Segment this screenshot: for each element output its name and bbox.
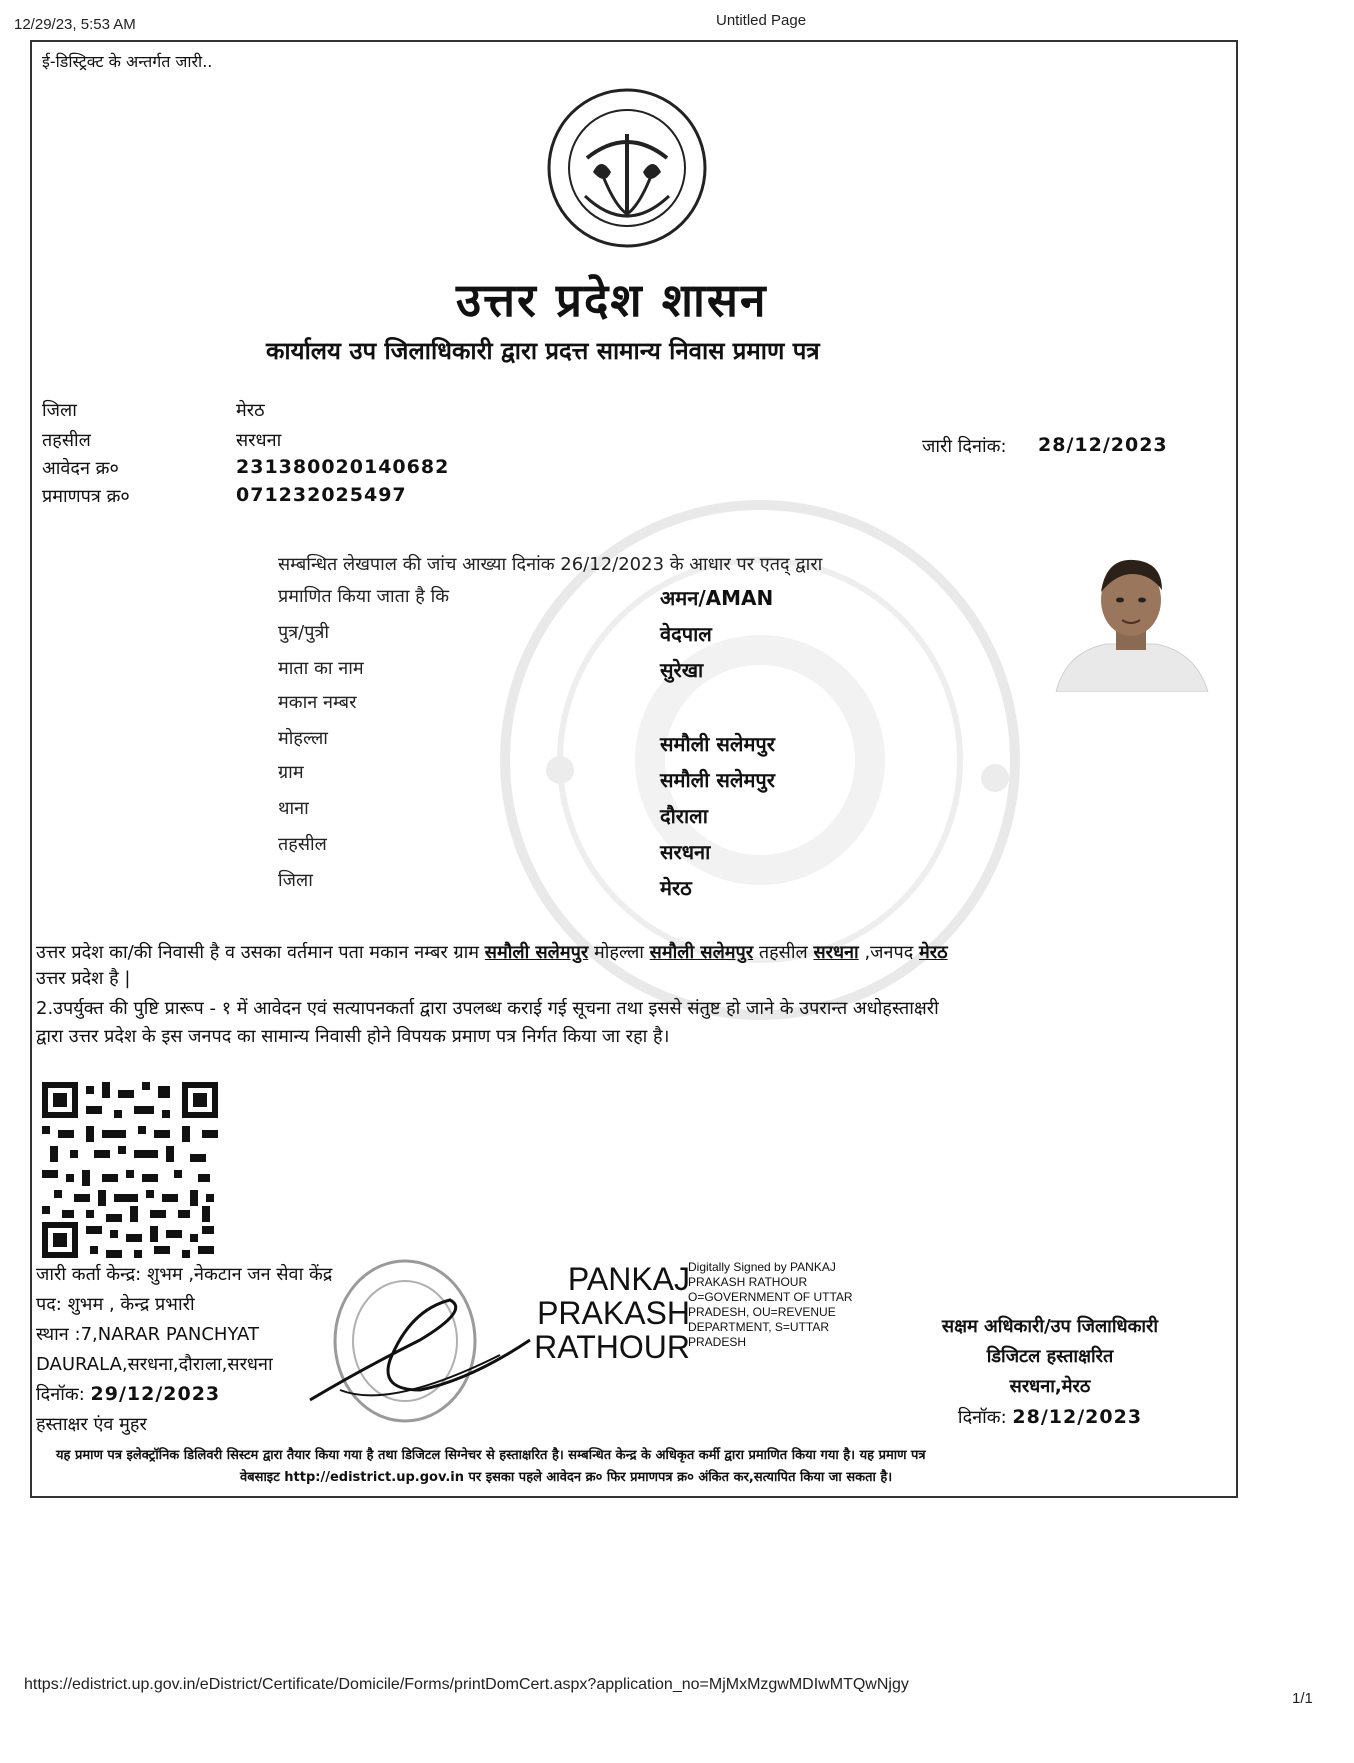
residence-line-1 (36, 940, 948, 966)
confirmation-line-2: द्वारा उत्तर प्रदेश के इस जनपद का सामान्य निवासी होने विपयक प्रमाण पत्र निर्गत किया जा रहा है। (36, 1026, 670, 1047)
footer-note-line-1: यह प्रमाण पत्र इलेक्ट्रॉनिक डिलिवरी सिस्टम द्वारा तैयार किया गया है तथा डिजिटल सिग्नेचर से हस्ताक्षरित है। सम्बन्धित केन्द्र के अधिकृत कर्मी द्वारा प्रमाणित किया गया है। यह प्रमाण पत्र (56, 1448, 926, 1463)
authority-line-2: डिजिटल हस्ताक्षरित (986, 1346, 1114, 1367)
print-datetime: 12/29/23, 5:53 AM (14, 16, 136, 33)
issuing-center-date-value: 29/12/2023 (90, 1383, 221, 1405)
issuing-center-date (36, 1382, 220, 1406)
residence-text-2: मोहल्ला (593, 942, 644, 963)
tehsil-label: तहसील (42, 430, 91, 451)
confirmation-line-1: 2.उपर्युक्त की पुष्टि प्रारूप - १ में आवेदन एवं सत्यापनकर्ता द्वारा उपलब्ध कराई गई सूचना तथा इससे संतुष्ट हो जाने के उपरान्त अधोहस्ताक्षरी (36, 998, 939, 1019)
field-label-mother: माता का नाम (278, 658, 364, 679)
signature-name-line-2: PRAKASH (537, 1295, 690, 1331)
field-label-certified: प्रमाणित किया जाता है कि (278, 586, 450, 607)
up-government-emblem-icon (545, 86, 709, 250)
footer-note-line-2: वेबसाइट http://edistrict.up.gov.in पर इसका पहले आवेदन क्र० फिर प्रमाणपत्र क्र० अंकित कर,सत्यापित किया जा सकता है। (240, 1470, 893, 1485)
digital-signature-details (688, 1260, 853, 1350)
signature-detail-line-1: Digitally Signed by PANKAJ (688, 1260, 836, 1274)
issuing-center-line-4: DAURALA,सरधना,दौराला,सरधना (36, 1354, 273, 1375)
print-page-number: 1/1 (1292, 1690, 1313, 1707)
intro-line: सम्बन्धित लेखपाल की जांच आख्या दिनांक 26/12/2023 के आधार पर एतद् द्वारा (278, 554, 823, 575)
issuing-center-line-1: जारी कर्ता केन्द्र: शुभम ,नेकटान जन सेवा केंद्र (36, 1264, 333, 1285)
authority-date (900, 1402, 1200, 1433)
field-value-tehsil: सरधना (660, 840, 711, 864)
field-label-police-station: थाना (278, 798, 309, 819)
field-label-village: ग्राम (278, 762, 304, 783)
district-value: मेरठ (236, 400, 265, 421)
signature-name-line-1: PANKAJ (567, 1261, 690, 1297)
tehsil-value: सरधना (236, 430, 282, 451)
field-value-district: मेरठ (660, 876, 692, 900)
field-label-house: मकान नम्बर (278, 692, 357, 713)
application-no-value: 231380020140682 (236, 456, 450, 478)
certificate-title: उत्तर प्रदेश शासन (456, 273, 768, 327)
signature-detail-line-5: DEPARTMENT, S=UTTAR (688, 1320, 830, 1334)
qr-code-icon (42, 1082, 218, 1258)
issuing-center-line-2: पद: शुभम , केन्द्र प्रभारी (36, 1294, 195, 1315)
residence-text-3: तहसील (758, 942, 808, 963)
authority-line-3: सरधना,मेरठ (1009, 1376, 1091, 1397)
issuing-center-sign-label: हस्ताक्षर एंव मुहर (36, 1414, 147, 1435)
residence-line-2: उत्तर प्रदेश है | (36, 968, 131, 989)
field-value-police-station: दौराला (660, 804, 708, 828)
issued-under-text: ई-डिस्ट्रिक्ट के अन्तर्गत जारी.. (42, 52, 213, 71)
field-value-village: समौली सलेमपुर (660, 768, 775, 792)
field-value-mohalla: समौली सलेमपुर (660, 732, 775, 756)
field-label-tehsil: तहसील (278, 834, 327, 855)
authority-block (900, 1312, 1200, 1433)
signature-detail-line-6: PRADESH (688, 1335, 747, 1349)
field-value-name: अमन/AMAN (660, 586, 774, 610)
authority-line-1: सक्षम अधिकारी/उप जिलाधिकारी (941, 1316, 1159, 1337)
applicant-photo-icon (1046, 552, 1216, 692)
issue-date-value: 28/12/2023 (1038, 434, 1168, 456)
field-label-district: जिला (278, 870, 313, 891)
certificate-no-label: प्रमाणपत्र क्र० (42, 486, 130, 507)
residence-mohalla: समौली सलेमपुर (649, 942, 754, 963)
district-label: जिला (42, 400, 77, 421)
residence-text-4: ,जनपद (864, 942, 914, 963)
issuing-center-date-label: दिनॉक: (36, 1384, 85, 1405)
issue-date-label: जारी दिनांक: (922, 436, 1007, 457)
handwritten-signature-icon (300, 1280, 540, 1420)
digital-signature-name (510, 1262, 690, 1364)
field-value-parent: वेदपाल (660, 622, 712, 646)
residence-text-1: उत्तर प्रदेश का/की निवासी है व उसका वर्तमान पता मकान नम्बर ग्राम (36, 942, 480, 963)
residence-village: समौली सलेमपुर (484, 942, 589, 963)
signature-name-line-3: RATHOUR (534, 1329, 690, 1365)
print-title: Untitled Page (716, 12, 807, 29)
authority-date-value: 28/12/2023 (1012, 1406, 1143, 1428)
certificate-no-value: 071232025497 (236, 484, 407, 506)
issuing-center-line-3: स्थान :7,NARAR PANCHYAT (36, 1324, 259, 1345)
residence-tehsil: सरधना (813, 942, 859, 963)
authority-date-label: दिनॉक: (957, 1407, 1007, 1428)
field-value-mother: सुरेखा (660, 658, 704, 682)
field-label-mohalla: मोहल्ला (278, 728, 328, 749)
application-no-label: आवेदन क्र० (42, 458, 119, 479)
field-label-parent: पुत्र/पुत्री (278, 622, 330, 643)
signature-detail-line-4: PRADESH, OU=REVENUE (688, 1305, 836, 1319)
certificate-subtitle: कार्यालय उप जिलाधिकारी द्वारा प्रदत्त सामान्य निवास प्रमाण पत्र (266, 337, 820, 365)
signature-detail-line-3: O=GOVERNMENT OF UTTAR (688, 1290, 853, 1304)
residence-district: मेरठ (919, 942, 948, 963)
signature-detail-line-2: PRAKASH RATHOUR (688, 1275, 808, 1289)
print-url: https://edistrict.up.gov.in/eDistrict/Certificate/Domicile/Forms/printDomCert.aspx?application_no=MjMxMzgwMDIwMTQwNjgy (24, 1676, 909, 1693)
